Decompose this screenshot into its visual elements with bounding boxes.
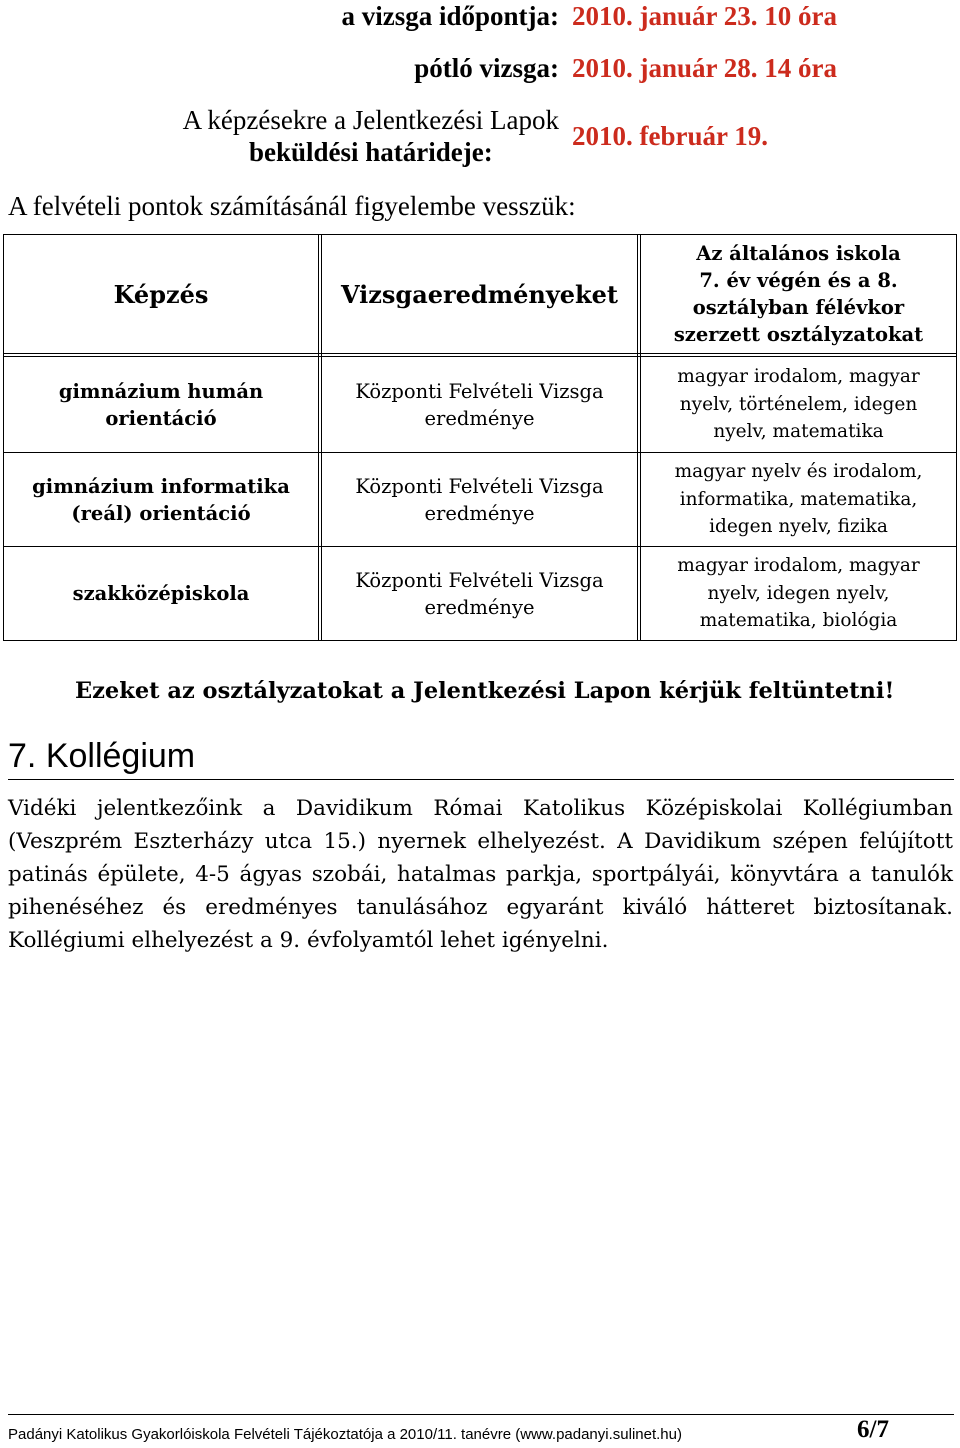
deadline-label xyxy=(183,104,559,168)
page-number: 6/7 xyxy=(857,1416,889,1443)
exam-line1: Központi Felvételi Vizsga xyxy=(355,568,604,592)
grades-line3: idegen nyelv, fizika xyxy=(709,516,888,538)
table-row-2-program xyxy=(4,453,318,546)
header-program-text: Képzés xyxy=(113,279,209,309)
program-line1: gimnázium informatika xyxy=(32,474,290,498)
makeup-exam-date-value: 2010. január 28. 14 óra xyxy=(572,53,838,83)
dormitory-paragraph: Vidéki jelentkezőink a Davidikum Római Katolikus Középiskolai Kollégiumban (Veszprém Eszterházy utca 15.) nyernek elhelyezést. A Davidikum szépen felújított patinás épülete, 4-5 ágyas szobái, hatalmas parkja, sportpályái, könyvtára a tanulók pihenéséhez és eredményes tanulásához egyaránt kiváló hátteret biztosítanak. Kollégiumi elhelyezést a 9. évfolyamtól lehet igényelni. xyxy=(8,796,953,953)
header-grades-line3: osztályban félévkor xyxy=(692,296,905,319)
table-row-3-program xyxy=(4,547,318,640)
grades-line1: magyar nyelv és irodalom, xyxy=(674,461,923,483)
footer-divider xyxy=(8,1414,954,1415)
exam-date-value: 2010. január 23. 10 óra xyxy=(572,1,838,31)
header-exam-results-text: Vizsgaeredményeket xyxy=(340,279,619,309)
program-line1: szakközépiskola xyxy=(72,582,250,605)
deadline-date-value: 2010. február 19. xyxy=(572,121,768,151)
deadline-label-line1: A képzésekre a Jelentkezési Lapok xyxy=(182,105,559,135)
header-program xyxy=(4,235,318,353)
header-exam-results xyxy=(322,235,637,353)
grades-line3: matematika, biológia xyxy=(699,610,898,632)
header-grades-line1: Az általános iskola xyxy=(696,242,901,265)
exam-date-label: a vizsga időpontja: xyxy=(341,1,559,31)
grades-line2: nyelv, idegen nyelv, xyxy=(707,582,890,604)
grades-line3: nyelv, matematika xyxy=(713,421,884,443)
grades-line2: nyelv, történelem, idegen xyxy=(679,393,918,415)
table-row-1-grades xyxy=(641,357,956,452)
header-grades xyxy=(641,235,956,353)
deadline-label-line2: beküldési határideje: xyxy=(248,137,493,167)
exam-line1: Központi Felvételi Vizsga xyxy=(355,474,604,498)
table-row-3-grades xyxy=(641,547,956,640)
program-line1: gimnázium humán xyxy=(58,379,264,403)
exam-line1: Központi Felvételi Vizsga xyxy=(355,379,604,403)
points-intro: A felvételi pontok számításánál figyelembe vesszük: xyxy=(8,191,576,221)
section-divider xyxy=(8,779,954,780)
makeup-exam-label: pótló vizsga: xyxy=(414,53,559,83)
table-row-2-exam xyxy=(322,453,637,546)
section-heading xyxy=(8,736,195,776)
table-row-3-exam xyxy=(322,547,637,640)
program-line2: orientáció xyxy=(105,406,217,430)
section-number: 7. xyxy=(8,737,37,775)
table-row-2-grades xyxy=(641,453,956,546)
exam-line2: eredménye xyxy=(424,501,535,525)
header-grades-line2: 7. év végén és a 8. xyxy=(699,269,898,292)
grades-line1: magyar irodalom, magyar xyxy=(677,366,920,388)
footer-text: Padányi Katolikus Gyakorlóiskola Felvételi Tájékoztatója a 2010/11. tanévre (www.padanyi.sulinet.hu) xyxy=(8,1426,682,1443)
admission-criteria-table xyxy=(3,234,957,641)
exam-line2: eredménye xyxy=(424,406,535,430)
program-line2: (reál) orientáció xyxy=(71,501,251,525)
grades-line2: informatika, matematika, xyxy=(679,488,918,510)
grades-notice: Ezeket az osztályzatokat a Jelentkezési Lapon kérjük feltüntetni! xyxy=(75,678,895,704)
table-row-1-program xyxy=(4,357,318,452)
grades-line1: magyar irodalom, magyar xyxy=(677,555,920,577)
table-row-1-exam xyxy=(322,357,637,452)
header-grades-line4: szerzett osztályzatokat xyxy=(673,323,924,346)
section-title: Kollégium xyxy=(45,737,196,775)
exam-line2: eredménye xyxy=(424,595,535,619)
